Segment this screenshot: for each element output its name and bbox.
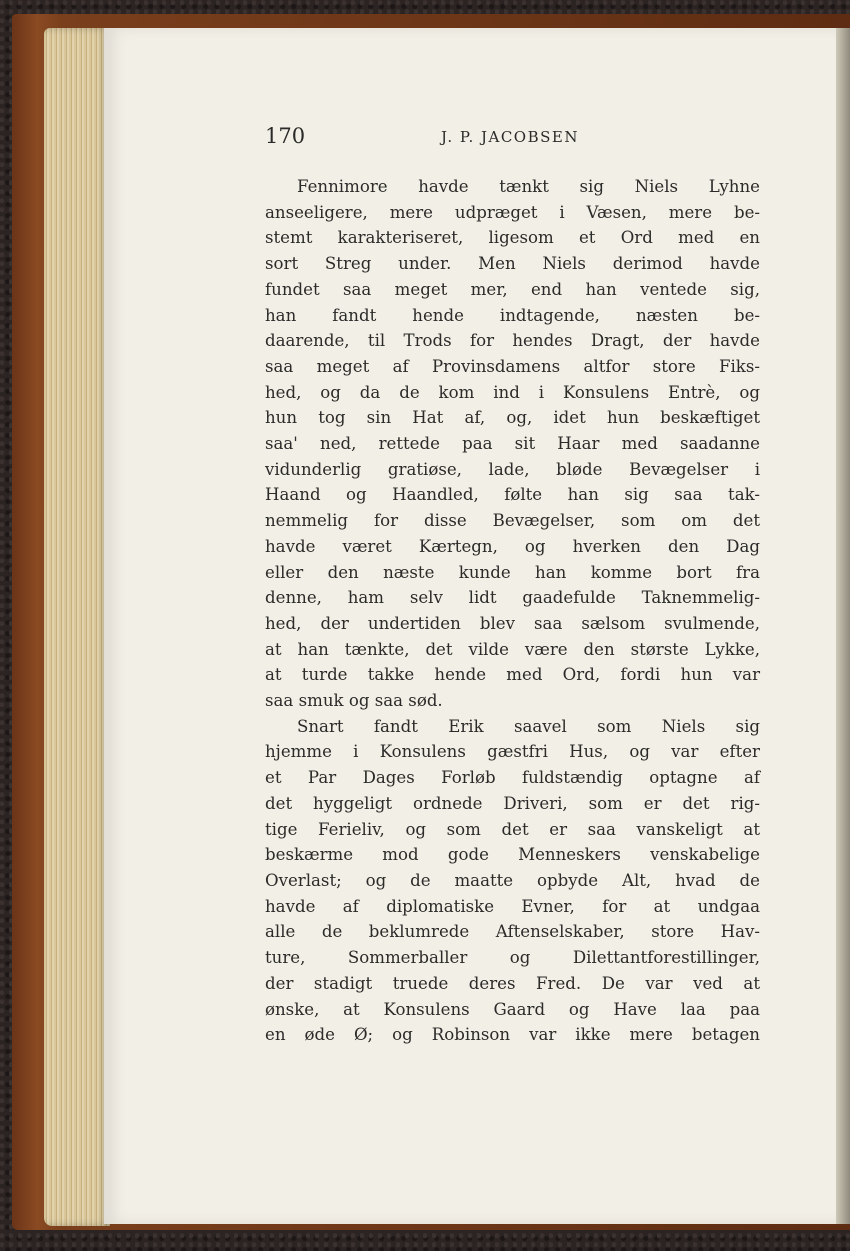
text-line: stemt karakteriseret, ligesom et Ord med en [265,228,760,248]
text-line: det hyggeligt ordnede Driveri, som er det rig- [265,793,760,813]
text-line: at turde takke hende med Ord, fordi hun var [265,665,760,685]
text-line: saa' ned, rettede paa sit Haar med saadanne [265,434,760,454]
text-line: der stadigt truede deres Fred. De var ved at [265,973,760,993]
text-line: Fennimore havde tænkt sig Niels Lyhne [297,177,760,196]
text-line: tige Ferieliv, og som det er saa vanskeligt at [265,819,760,839]
text-line: han fandt hende indtagende, næsten be- [265,305,760,325]
text-line: hun tog sin Hat af, og, idet hun beskæftiget [265,408,760,428]
text-line: vidunderlig gratiøse, lade, bløde Bevægelser i [265,459,760,479]
text-line: alle de beklumrede Aftenselskaber, store Hav- [265,922,760,942]
page-gutter [836,28,850,1224]
text-line: hed, der undertiden blev saa sælsom svulmende, [265,613,760,633]
page-number: 170 [265,124,306,148]
page-edges [44,28,110,1226]
text-line: eller den næste kunde han komme bort fra [265,562,760,582]
text-line: fundet saa meget mer, end han ventede sig, [265,279,760,299]
text-line: saa smuk og saa sød. [265,691,443,711]
text-line: en øde Ø; og Robinson var ikke mere betagen [265,1025,760,1045]
text-line: at han tænkte, det vilde være den største Lykke, [265,639,760,659]
body-text [265,174,760,1048]
text-line: saa meget af Provinsdamens altfor store Fiks- [265,356,760,376]
text-line: ønske, at Konsulens Gaard og Have laa paa [265,999,760,1019]
text-line: anseeligere, mere udpræget i Væsen, mere be- [265,202,760,222]
text-line: Overlast; og de maatte opbyde Alt, hvad de [265,870,760,890]
text-line: Snart fandt Erik saavel som Niels sig [297,716,760,736]
text-line: et Par Dages Forløb fuldstændig optagne af [265,768,760,788]
page-header [265,124,765,150]
running-head: J. P. JACOBSEN [441,128,579,146]
text-line: beskærme mod gode Menneskers venskabelige [265,845,760,865]
text-line: daarende, til Trods for hendes Dragt, der havde [265,331,760,351]
text-line: hjemme i Konsulens gæstfri Hus, og var efter [265,742,760,762]
text-line: Haand og Haandled, følte han sig saa tak- [265,485,760,505]
text-line: havde af diplomatiske Evner, for at undgaa [265,896,760,916]
text-line: ture, Sommerballer og Dilettantforestillinger, [265,948,760,968]
text-line: havde været Kærtegn, og hverken den Dag [265,536,760,556]
text-line: nemmelig for disse Bevægelser, som om det [265,511,760,531]
text-line: hed, og da de kom ind i Konsulens Entrè, og [265,382,760,402]
text-line: sort Streg under. Men Niels derimod havde [265,254,760,274]
text-line: denne, ham selv lidt gaadefulde Taknemmelig- [265,588,760,608]
